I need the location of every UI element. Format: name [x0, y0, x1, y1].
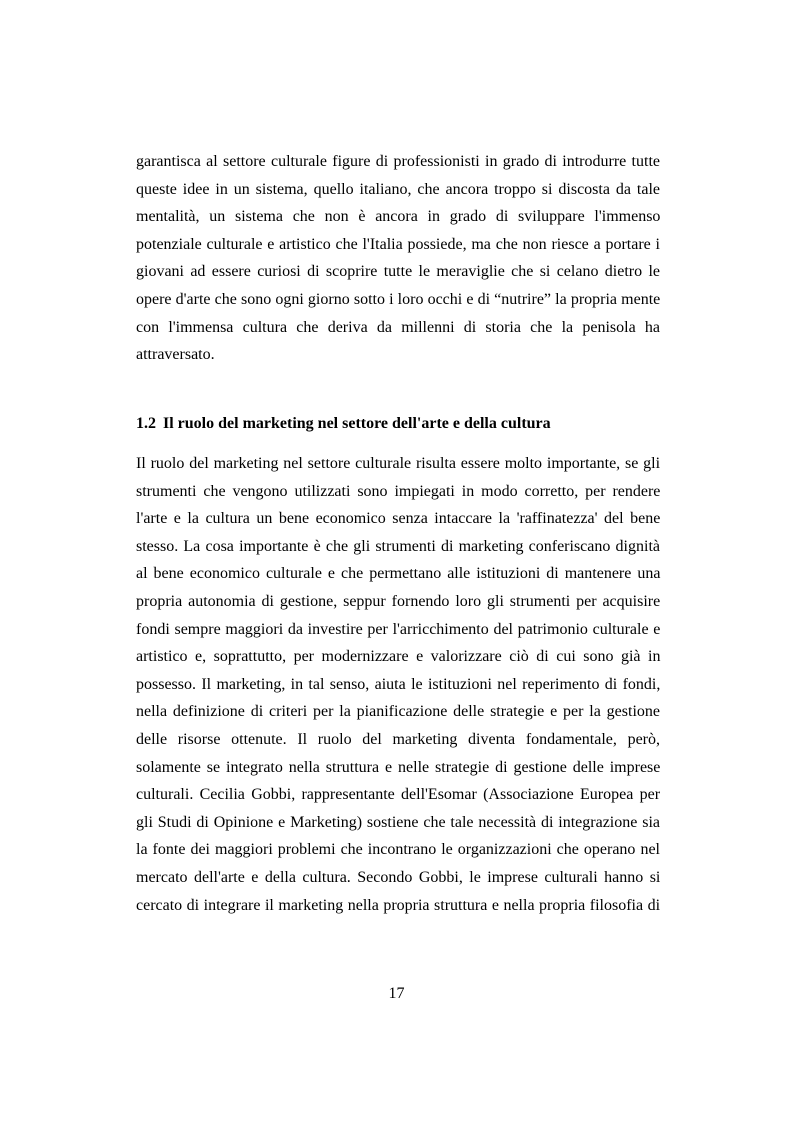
text-line: garantisca al settore culturale figure di professionisti in grado di introdurre tutte	[136, 153, 660, 170]
text-line: cercato di integrare il marketing nella propria struttura e nella propria filosofia di	[136, 896, 661, 914]
paragraph-section	[136, 450, 660, 919]
section-title: Il ruolo del marketing nel settore dell'arte e della cultura	[163, 415, 551, 432]
text-line: culturali. Cecilia Gobbi, rappresentante dell'Esomar (Associazione Europea per	[136, 786, 661, 804]
text-line: l'arte e la cultura un bene economico senza intaccare la 'raffinatezza' del bene	[136, 510, 661, 528]
text-line: solamente se integrato nella struttura e nelle strategie di gestione delle imprese	[136, 758, 661, 776]
text-line: nella definizione di criteri per la pianificazione delle strategie e per la gestione	[136, 703, 660, 721]
text-line: opere d'arte che sono ogni giorno sotto i loro occhi e di “nutrire” la propria mente	[136, 290, 661, 308]
text-line: possesso. Il marketing, in tal senso, aiuta le istituzioni nel reperimento di fondi,	[136, 675, 661, 693]
text-line: giovani ad essere curiosi di scoprire tutte le meraviglie che si celano dietro le	[136, 263, 660, 281]
section-number: 1.2	[136, 415, 156, 432]
text-line: con l'immensa cultura che deriva da millenni di storia che la penisola ha	[136, 318, 660, 336]
page-number: 17	[388, 985, 405, 1002]
text-line: propria autonomia di gestione, seppur fornendo loro gli strumenti per acquisire	[136, 592, 661, 610]
text-line: strumenti che vengono utilizzati sono impiegati in modo corretto, per rendere	[136, 482, 661, 500]
paragraph-continued	[136, 148, 660, 369]
section-heading	[136, 415, 551, 433]
text-line: queste idee in un sistema, quello italiano, che ancora troppo si discosta da tale	[136, 180, 660, 198]
text-line: al bene economico culturale e che permettano alle istituzioni di mantenere una	[136, 565, 661, 583]
text-line: delle risorse ottenute. Il ruolo del marketing diventa fondamentale, però,	[136, 730, 660, 748]
text-line: mentalità, un sistema che non è ancora in grado di sviluppare l'immenso	[136, 208, 661, 226]
text-line: Il ruolo del marketing nel settore culturale risulta essere molto importante, se gli	[136, 455, 661, 472]
text-line: gli Studi di Opinione e Marketing) sostiene che tale necessità di integrazione sia	[136, 813, 660, 831]
text-line: mercato dell'arte e della cultura. Secondo Gobbi, le imprese culturali hanno si	[136, 868, 661, 886]
text-line: artistico e, soprattutto, per modernizzare e valorizzare ciò di cui sono già in	[136, 648, 661, 666]
text-line: stesso. La cosa importante è che gli strumenti di marketing conferiscano dignità	[136, 537, 660, 555]
text-line: attraversato.	[136, 346, 215, 364]
text-line: la fonte dei maggiori problemi che incontrano le organizzazioni che operano nel	[136, 841, 660, 859]
text-line: potenziale culturale e artistico che l'Italia possiede, ma che non riesce a portare i	[136, 235, 660, 253]
text-line: fondi sempre maggiori da investire per l'arricchimento del patrimonio culturale e	[136, 620, 661, 638]
